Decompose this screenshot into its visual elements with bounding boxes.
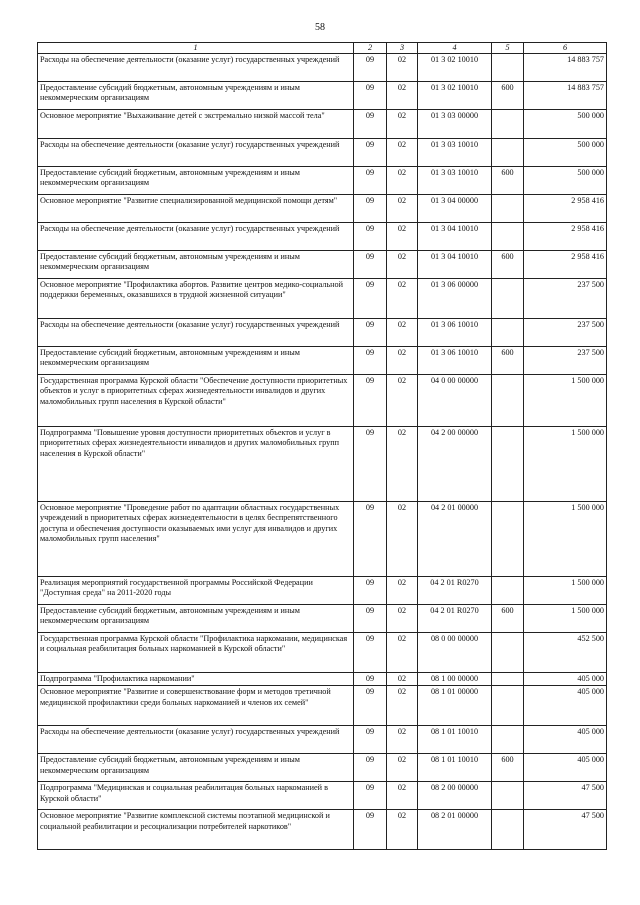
row-target-code-cell: 04 2 01 00000 [418,502,492,577]
row-sum-cell: 452 500 [524,633,607,673]
row-section-cell: 09 [354,673,387,686]
row-target-code-cell: 04 2 01 R0270 [418,577,492,605]
page-number: 58 [315,22,325,33]
header-target-code: 4 [418,43,492,54]
table-row [38,54,607,82]
row-subsection-cell: 02 [387,347,418,375]
row-target-code-cell: 08 2 01 00000 [418,810,492,850]
row-expense-type-cell [492,673,524,686]
table-row [38,319,607,347]
row-subsection-cell: 02 [387,110,418,139]
row-expense-type-cell: 600 [492,347,524,375]
row-subsection-cell: 02 [387,139,418,167]
row-expense-type-cell: 600 [492,754,524,782]
row-name-cell: Основное мероприятие "Проведение работ по адаптации областных государственных учреждений в приоритетных сферах жизнедеятельности в целях беспрепятственного доступа и обеспечения доступности оказываемых ими услуг для инвалидов и других маломобильных групп населения" [38,502,354,577]
row-target-code-cell: 04 0 00 00000 [418,375,492,427]
row-sum-cell: 237 500 [524,347,607,375]
header-expense-type: 5 [492,43,524,54]
table-row [38,167,607,195]
row-expense-type-cell [492,110,524,139]
row-section-cell: 09 [354,195,387,223]
row-subsection-cell: 02 [387,375,418,427]
row-section-cell: 09 [354,754,387,782]
table-row [38,375,607,427]
row-target-code-cell: 08 1 01 10010 [418,726,492,754]
header-name: 1 [38,43,354,54]
row-subsection-cell: 02 [387,686,418,726]
row-section-cell: 09 [354,633,387,673]
row-name-cell: Основное мероприятие "Развитие и совершенствование форм и методов третичной медицинской профилактики среди больных наркоманией и членов их семей" [38,686,354,726]
table-row [38,223,607,251]
row-name-cell: Расходы на обеспечение деятельности (оказание услуг) государственных учреждений [38,223,354,251]
row-section-cell: 09 [354,686,387,726]
row-name-cell: Реализация мероприятий государственной программы Российской Федерации "Доступная среда" на 2011-2020 годы [38,577,354,605]
header-sum: 6 [524,43,607,54]
row-sum-cell: 14 883 757 [524,82,607,110]
row-expense-type-cell [492,139,524,167]
row-subsection-cell: 02 [387,782,418,810]
row-target-code-cell: 04 2 01 R0270 [418,605,492,633]
row-section-cell: 09 [354,375,387,427]
table-row [38,279,607,319]
table-row [38,195,607,223]
row-expense-type-cell [492,427,524,502]
row-section-cell: 09 [354,427,387,502]
row-expense-type-cell [492,502,524,577]
row-sum-cell: 1 500 000 [524,427,607,502]
row-subsection-cell: 02 [387,502,418,577]
header-subsection: 3 [387,43,418,54]
row-target-code-cell: 01 3 06 00000 [418,279,492,319]
row-target-code-cell: 08 1 01 10010 [418,754,492,782]
row-section-cell: 09 [354,223,387,251]
row-section-cell: 09 [354,782,387,810]
row-target-code-cell: 08 1 00 00000 [418,673,492,686]
row-name-cell: Подпрограмма "Профилактика наркомании" [38,673,354,686]
row-section-cell: 09 [354,54,387,82]
row-sum-cell: 47 500 [524,810,607,850]
table-row [38,82,607,110]
row-expense-type-cell [492,279,524,319]
row-target-code-cell: 08 1 01 00000 [418,686,492,726]
table-row [38,782,607,810]
budget-table [37,42,607,850]
header-row [38,43,607,54]
row-section-cell: 09 [354,110,387,139]
row-name-cell: Основное мероприятие "Профилактика абортов. Развитие центров медико-социальной поддержки беременных, оказавшихся в трудной жизненной ситуации" [38,279,354,319]
row-section-cell: 09 [354,502,387,577]
row-sum-cell: 500 000 [524,139,607,167]
row-name-cell: Расходы на обеспечение деятельности (оказание услуг) государственных учреждений [38,54,354,82]
row-subsection-cell: 02 [387,810,418,850]
row-target-code-cell: 08 0 00 00000 [418,633,492,673]
row-name-cell: Предоставление субсидий бюджетным, автономным учреждениям и иным некоммерческим организациям [38,605,354,633]
row-target-code-cell: 01 3 04 00000 [418,195,492,223]
row-name-cell: Основное мероприятие "Выхаживание детей с экстремально низкой массой тела" [38,110,354,139]
row-section-cell: 09 [354,251,387,279]
row-section-cell: 09 [354,605,387,633]
row-name-cell: Государственная программа Курской области "Обеспечение доступности приоритетных объектов и услуг в приоритетных сферах жизнедеятельности инвалидов и других маломобильных групп населения в Курской области" [38,375,354,427]
row-section-cell: 09 [354,726,387,754]
table-row [38,139,607,167]
row-subsection-cell: 02 [387,251,418,279]
row-subsection-cell: 02 [387,195,418,223]
row-sum-cell: 1 500 000 [524,502,607,577]
table-row [38,502,607,577]
row-name-cell: Расходы на обеспечение деятельности (оказание услуг) государственных учреждений [38,139,354,167]
row-subsection-cell: 02 [387,167,418,195]
row-subsection-cell: 02 [387,54,418,82]
row-sum-cell: 1 500 000 [524,375,607,427]
row-target-code-cell: 01 3 03 10010 [418,139,492,167]
row-expense-type-cell: 600 [492,82,524,110]
row-name-cell: Предоставление субсидий бюджетным, автономным учреждениям и иным некоммерческим организациям [38,167,354,195]
table-row [38,347,607,375]
row-expense-type-cell [492,810,524,850]
row-name-cell: Предоставление субсидий бюджетным, автономным учреждениям и иным некоммерческим организациям [38,754,354,782]
row-expense-type-cell [492,726,524,754]
row-sum-cell: 47 500 [524,782,607,810]
table-row [38,686,607,726]
row-sum-cell: 2 958 416 [524,251,607,279]
row-sum-cell: 405 000 [524,754,607,782]
row-target-code-cell: 01 3 03 10010 [418,167,492,195]
row-target-code-cell: 01 3 06 10010 [418,347,492,375]
row-sum-cell: 237 500 [524,319,607,347]
row-subsection-cell: 02 [387,754,418,782]
row-sum-cell: 405 000 [524,686,607,726]
table-row [38,754,607,782]
row-section-cell: 09 [354,167,387,195]
row-expense-type-cell: 600 [492,251,524,279]
row-name-cell: Предоставление субсидий бюджетным, автономным учреждениям и иным некоммерческим организациям [38,82,354,110]
row-section-cell: 09 [354,577,387,605]
row-subsection-cell: 02 [387,633,418,673]
row-section-cell: 09 [354,279,387,319]
row-expense-type-cell: 600 [492,605,524,633]
table-row [38,810,607,850]
row-expense-type-cell: 600 [492,167,524,195]
table-row [38,605,607,633]
table-row [38,633,607,673]
table-row [38,726,607,754]
row-expense-type-cell [492,633,524,673]
row-sum-cell: 14 883 757 [524,54,607,82]
row-subsection-cell: 02 [387,673,418,686]
header-section: 2 [354,43,387,54]
row-target-code-cell: 08 2 00 00000 [418,782,492,810]
row-sum-cell: 500 000 [524,110,607,139]
row-name-cell: Подпрограмма "Медицинская и социальная реабилитация больных наркоманией в Курской области" [38,782,354,810]
table-row [38,673,607,686]
row-target-code-cell: 01 3 04 10010 [418,223,492,251]
row-name-cell: Предоставление субсидий бюджетным, автономным учреждениям и иным некоммерческим организациям [38,251,354,279]
row-sum-cell: 237 500 [524,279,607,319]
row-sum-cell: 405 000 [524,673,607,686]
row-name-cell: Государственная программа Курской области "Профилактика наркомании, медицинская и социальная реабилитация больных наркоманией в Курской области" [38,633,354,673]
row-subsection-cell: 02 [387,223,418,251]
row-sum-cell: 2 958 416 [524,223,607,251]
row-subsection-cell: 02 [387,279,418,319]
row-subsection-cell: 02 [387,82,418,110]
row-expense-type-cell [492,195,524,223]
row-sum-cell: 2 958 416 [524,195,607,223]
table-body [38,54,607,850]
row-target-code-cell: 04 2 00 00000 [418,427,492,502]
row-name-cell: Основное мероприятие "Развитие комплексной системы поэтапной медицинской и социальной реабилитации и ресоциализации потребителей наркотиков" [38,810,354,850]
row-expense-type-cell [492,782,524,810]
row-name-cell: Основное мероприятие "Развитие специализированной медицинской помощи детям" [38,195,354,223]
row-section-cell: 09 [354,810,387,850]
table-row [38,577,607,605]
row-name-cell: Расходы на обеспечение деятельности (оказание услуг) государственных учреждений [38,319,354,347]
row-section-cell: 09 [354,319,387,347]
row-expense-type-cell [492,54,524,82]
table-row [38,427,607,502]
row-subsection-cell: 02 [387,319,418,347]
table-row [38,110,607,139]
row-name-cell: Предоставление субсидий бюджетным, автономным учреждениям и иным некоммерческим организациям [38,347,354,375]
row-target-code-cell: 01 3 04 10010 [418,251,492,279]
row-expense-type-cell [492,375,524,427]
row-sum-cell: 500 000 [524,167,607,195]
row-subsection-cell: 02 [387,605,418,633]
row-sum-cell: 1 500 000 [524,577,607,605]
row-section-cell: 09 [354,347,387,375]
row-expense-type-cell [492,223,524,251]
table-row [38,251,607,279]
row-name-cell: Подпрограмма "Повышение уровня доступности приоритетных объектов и услуг в приоритетных сферах жизнедеятельности инвалидов и других маломобильных групп населения в Курской области" [38,427,354,502]
row-expense-type-cell [492,319,524,347]
row-target-code-cell: 01 3 06 10010 [418,319,492,347]
row-expense-type-cell [492,577,524,605]
row-target-code-cell: 01 3 03 00000 [418,110,492,139]
row-name-cell: Расходы на обеспечение деятельности (оказание услуг) государственных учреждений [38,726,354,754]
row-sum-cell: 1 500 000 [524,605,607,633]
row-expense-type-cell [492,686,524,726]
row-target-code-cell: 01 3 02 10010 [418,54,492,82]
row-subsection-cell: 02 [387,726,418,754]
row-target-code-cell: 01 3 02 10010 [418,82,492,110]
row-sum-cell: 405 000 [524,726,607,754]
row-section-cell: 09 [354,82,387,110]
row-section-cell: 09 [354,139,387,167]
row-subsection-cell: 02 [387,427,418,502]
row-subsection-cell: 02 [387,577,418,605]
